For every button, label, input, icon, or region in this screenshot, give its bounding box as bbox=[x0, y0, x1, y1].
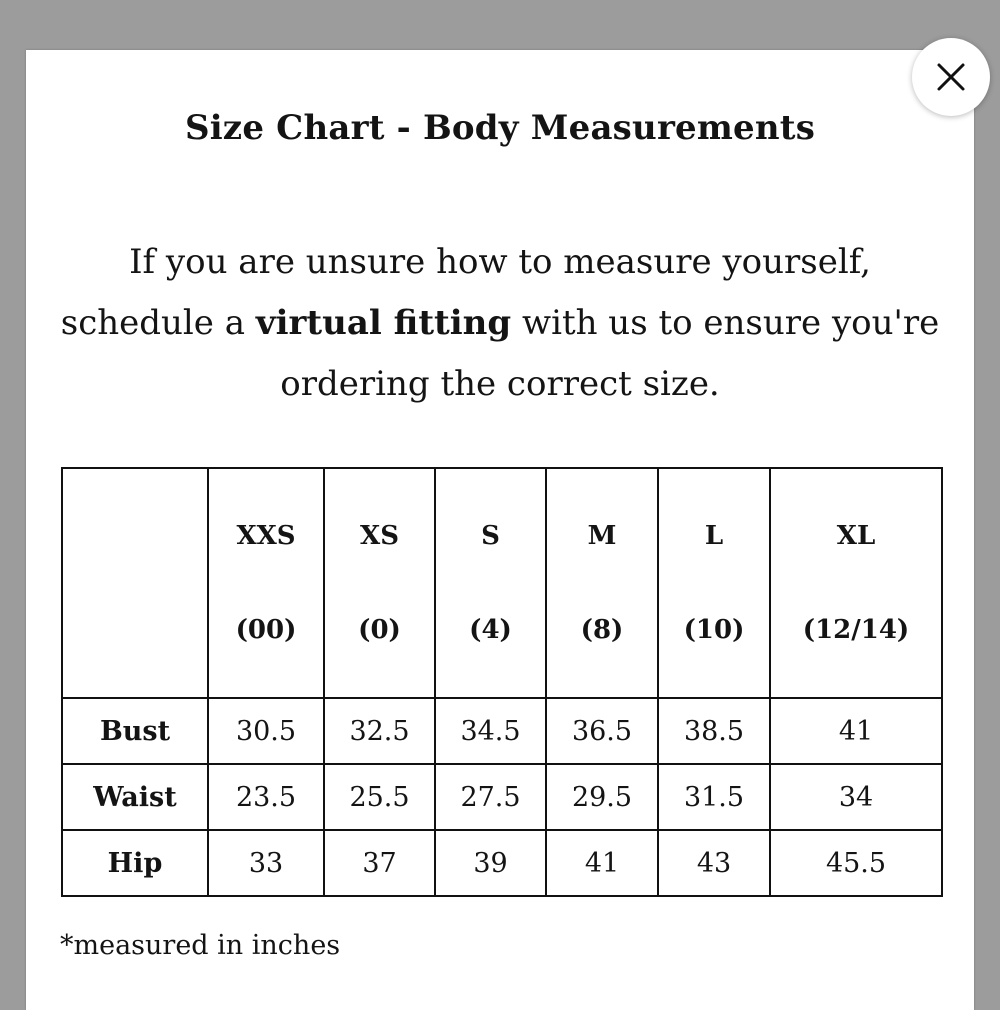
table-row-bust bbox=[62, 698, 942, 764]
row-label-waist: Waist bbox=[62, 764, 208, 830]
intro-text-part1: If you are unsure how to measure yourself, schedule a bbox=[60, 242, 871, 343]
table-cell: 32.5 bbox=[324, 698, 435, 764]
virtual-fitting-emphasis: virtual fitting bbox=[255, 303, 512, 343]
table-cell: 31.5 bbox=[658, 764, 770, 830]
size-label: XS bbox=[360, 521, 399, 551]
table-cell: 25.5 bbox=[324, 764, 435, 830]
units-footnote: *measured in inches bbox=[60, 930, 341, 961]
table-cell: 29.5 bbox=[546, 764, 658, 830]
size-header-row bbox=[62, 468, 942, 698]
size-number: (12/14) bbox=[802, 615, 910, 645]
table-cell: 41 bbox=[546, 830, 658, 896]
size-header-l bbox=[658, 468, 770, 698]
size-label: L bbox=[704, 521, 724, 551]
size-label: M bbox=[587, 521, 617, 551]
size-header-xs bbox=[324, 468, 435, 698]
size-label: S bbox=[481, 521, 500, 551]
close-icon bbox=[936, 62, 966, 92]
size-number: (4) bbox=[469, 615, 512, 645]
size-header-xl bbox=[770, 468, 942, 698]
table-cell: 38.5 bbox=[658, 698, 770, 764]
corner-cell bbox=[62, 468, 208, 698]
table-cell: 23.5 bbox=[208, 764, 324, 830]
size-label: XL bbox=[836, 521, 876, 551]
table-cell: 36.5 bbox=[546, 698, 658, 764]
table-cell: 43 bbox=[658, 830, 770, 896]
size-label: XXS bbox=[236, 521, 296, 551]
table-cell: 41 bbox=[770, 698, 942, 764]
size-number: (10) bbox=[683, 615, 745, 645]
size-header-s bbox=[435, 468, 546, 698]
table-row-hip bbox=[62, 830, 942, 896]
size-number: (0) bbox=[358, 615, 401, 645]
modal-title: Size Chart - Body Measurements bbox=[184, 108, 816, 148]
size-header-m bbox=[546, 468, 658, 698]
size-header-xxs bbox=[208, 468, 324, 698]
close-button[interactable] bbox=[912, 38, 990, 116]
size-number: (8) bbox=[580, 615, 624, 645]
size-table bbox=[61, 467, 943, 897]
size-number: (00) bbox=[235, 615, 297, 645]
row-label-hip: Hip bbox=[62, 830, 208, 896]
intro-text-part2: with us to ensure you're ordering the correct size. bbox=[280, 303, 940, 404]
intro-text bbox=[60, 232, 940, 415]
table-cell: 39 bbox=[435, 830, 546, 896]
table-cell: 27.5 bbox=[435, 764, 546, 830]
table-cell: 37 bbox=[324, 830, 435, 896]
row-label-bust: Bust bbox=[62, 698, 208, 764]
table-cell: 34 bbox=[770, 764, 942, 830]
table-cell: 34.5 bbox=[435, 698, 546, 764]
table-row-waist bbox=[62, 764, 942, 830]
table-cell: 30.5 bbox=[208, 698, 324, 764]
table-cell: 33 bbox=[208, 830, 324, 896]
table-cell: 45.5 bbox=[770, 830, 942, 896]
